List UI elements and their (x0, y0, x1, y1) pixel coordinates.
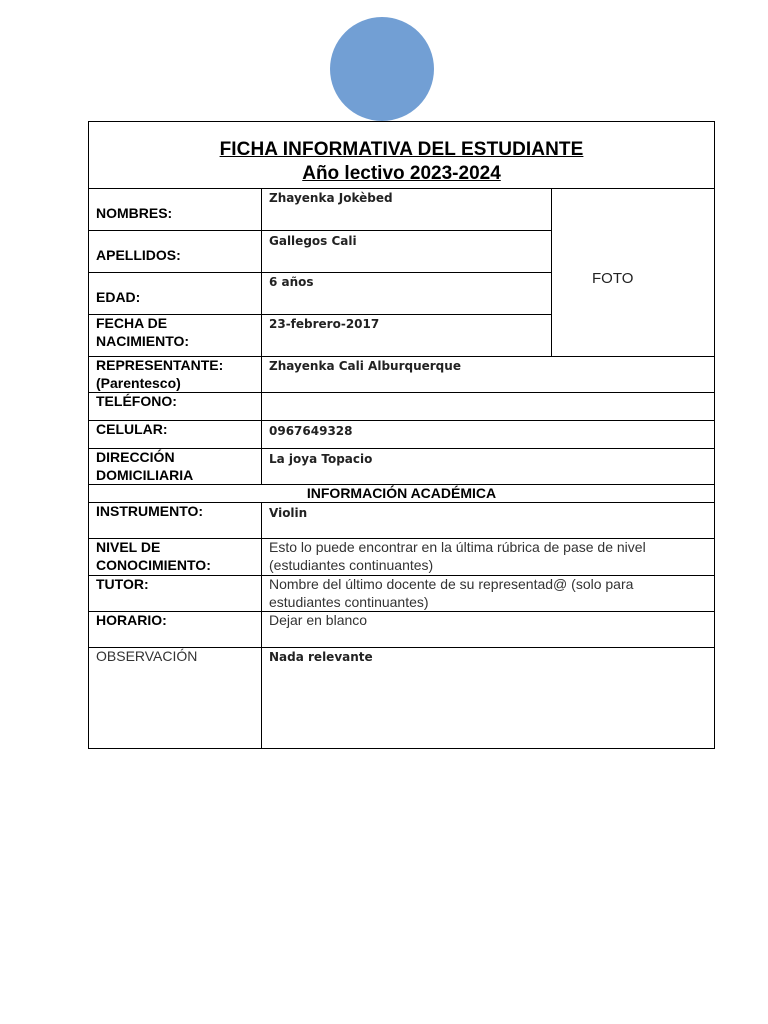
nivel-conocimiento-label-2: CONOCIMIENTO: (96, 557, 211, 573)
telefono-label: TELÉFONO: (96, 393, 177, 409)
direccion-value: La joya Topacio (269, 452, 373, 466)
logo-circle (330, 17, 434, 121)
column-divider (261, 502, 262, 749)
column-divider (551, 188, 552, 356)
apellidos-value: Gallegos Cali (269, 234, 357, 248)
fecha-nacimiento-label-2: NACIMIENTO: (96, 333, 190, 349)
representante-label-1: REPRESENTANTE: (96, 357, 224, 373)
form-title: FICHA INFORMATIVA DEL ESTUDIANTE (219, 139, 584, 160)
representante-label-2: (Parentesco) (96, 375, 181, 391)
representante-value: Zhayenka Cali Alburquerque (269, 359, 461, 373)
direccion-label-1: DIRECCIÓN (96, 449, 175, 465)
tutor-value-2: estudiantes continuantes) (269, 594, 429, 610)
row-divider (89, 188, 715, 189)
observacion-label: OBSERVACIÓN (96, 648, 198, 664)
edad-value: 6 años (269, 275, 314, 289)
observacion-value: Nada relevante (269, 650, 373, 664)
direccion-label-2: DOMICILIARIA (96, 467, 194, 483)
row-divider (89, 272, 552, 273)
fecha-nacimiento-label-1: FECHA DE (96, 315, 168, 331)
nombres-label: NOMBRES: (96, 205, 173, 221)
nivel-conocimiento-label-1: NIVEL DE (96, 539, 161, 555)
nivel-conocimiento-value-2: (estudiantes continuantes) (269, 557, 434, 573)
instrumento-label: INSTRUMENTO: (96, 503, 204, 519)
photo-placeholder-label: FOTO (592, 270, 634, 287)
horario-value: Dejar en blanco (269, 612, 368, 628)
apellidos-label: APELLIDOS: (96, 247, 181, 263)
form-subtitle: Año lectivo 2023-2024 (302, 163, 501, 184)
row-divider (89, 230, 552, 231)
row-divider (89, 420, 715, 421)
nombres-value: Zhayenka Jokèbed (269, 191, 393, 205)
fecha-nacimiento-value: 23-febrero-2017 (269, 317, 380, 331)
tutor-value-1: Nombre del último docente de su representad@ (solo para (269, 576, 634, 592)
row-divider (89, 392, 715, 393)
column-divider (261, 188, 262, 484)
celular-value: 0967649328 (269, 424, 353, 438)
academic-section-title: INFORMACIÓN ACADÉMICA (306, 485, 497, 501)
horario-label: HORARIO: (96, 612, 167, 628)
celular-label: CELULAR: (96, 421, 168, 437)
student-info-form (88, 121, 715, 749)
instrumento-value: Violin (269, 506, 308, 520)
edad-label: EDAD: (96, 289, 141, 305)
row-divider (89, 448, 715, 449)
tutor-label: TUTOR: (96, 576, 149, 592)
nivel-conocimiento-value-1: Esto lo puede encontrar en la última rúbrica de pase de nivel (269, 539, 646, 555)
